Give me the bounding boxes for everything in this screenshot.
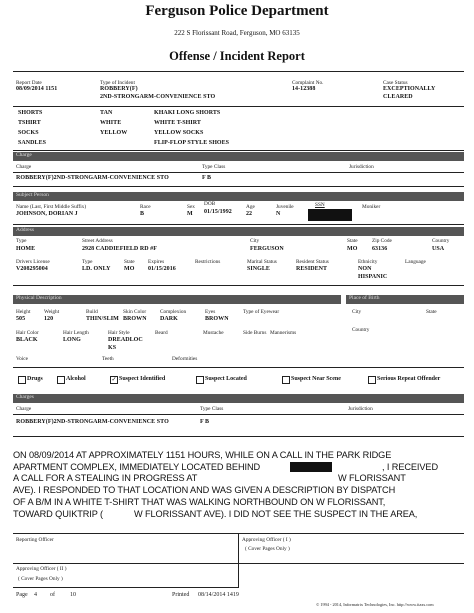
check-icon: ✓ — [111, 377, 117, 383]
jurisdiction-label: Jurisdiction — [349, 164, 374, 170]
cover-pages-1: ( Cover Pages Only ) — [245, 546, 290, 552]
hair-length-label: Hair Length — [63, 330, 89, 336]
report-date: 08/09/2014 1151 — [16, 86, 58, 92]
clothing-desc: KHAKI LONG SHORTS — [154, 110, 221, 116]
cover-pages-2: ( Cover Pages Only ) — [18, 576, 63, 582]
charges-type-class-value: F B — [200, 419, 210, 425]
clothing-desc: WHITE T-SHIRT — [154, 120, 201, 126]
narrative-line: , I RECEIVED — [382, 462, 438, 472]
clothing-item: SHORTS — [18, 110, 43, 116]
side-burns-label: Side Burns — [243, 330, 267, 336]
city-label: City — [250, 238, 260, 244]
hair-style-label: Hair Style — [108, 330, 130, 336]
page-total: 10 — [70, 592, 76, 598]
narrative-line: W FLORISSANT — [338, 473, 406, 483]
moniker-label: Moniker — [362, 204, 381, 210]
build-value: THIN/SLIM — [86, 316, 119, 322]
signature-bottom-rule — [13, 587, 239, 588]
narrative-line: W FLORISSANT AVE). I DID NOT SEE THE SUSPECT IN THE AREA, — [134, 509, 418, 519]
ethnicity-line1: NON — [358, 266, 372, 272]
eyewear-label: Type of Eyewear — [243, 309, 280, 315]
charges-bottom-rule — [13, 436, 464, 437]
charge-section-title: Charge — [16, 152, 32, 158]
copyright: © 1994 - 2014, Informatrix Technologies, Inc. http://www.itaxs.com — [316, 602, 434, 607]
report-info-rule — [13, 106, 464, 107]
address-type-label: Type — [16, 238, 27, 244]
alcohol-label: Alcohol — [66, 376, 86, 382]
race-label: Race — [140, 204, 151, 210]
address-bottom-rule — [13, 285, 464, 286]
subject-section-header — [13, 192, 464, 201]
narrative-line: AVE). I RESPONDED TO THAT LOCATION AND WAS GIVEN A DESCRIPTION BY DISPATCH — [13, 485, 396, 495]
street-address: 2928 CADDIEFIELD RD #F — [82, 246, 157, 252]
sex-label: Sex — [187, 204, 195, 210]
charges-charge-label: Charge — [16, 406, 32, 412]
charges-label-rule — [13, 414, 464, 415]
hair-color-label: Hair Color — [16, 330, 39, 336]
suspect-identified-checkbox[interactable] — [110, 376, 118, 384]
teeth-label: Teeth — [102, 356, 114, 362]
report-title: Offense / Incident Report — [169, 49, 305, 63]
case-status-line1: EXCEPTIONALLY — [383, 86, 436, 92]
clothing-color: TAN — [100, 110, 113, 116]
complaint-label: Complaint No. — [292, 80, 324, 86]
charges-section-header — [13, 394, 464, 403]
case-status-label: Case Status — [383, 80, 408, 86]
serious-repeat-label: Serious Repeat Offender — [377, 376, 441, 382]
dl-state: MO — [124, 266, 135, 272]
name-label: Name (Last, First Middle Suffix) — [16, 204, 87, 210]
type-class-value: F B — [202, 175, 212, 181]
printed-label: Printed — [172, 592, 190, 598]
charges-section-title: Charges — [16, 394, 34, 400]
charge-value: ROBBERY(F)2ND-STRONGARM-CONVENIENCE STO — [16, 175, 169, 181]
signature-box-right — [238, 563, 239, 587]
department-name: Ferguson Police Department — [145, 3, 329, 19]
eyes-label: Eyes — [205, 309, 216, 315]
charges-charge-value: ROBBERY(F)2ND-STRONGARM-CONVENIENCE STO — [16, 419, 169, 425]
incident-type-line1: ROBBERY(F) — [100, 86, 138, 92]
subject-age: 22 — [246, 211, 253, 217]
state-label: State — [347, 238, 358, 244]
ethnicity-line2: HISPANIC — [358, 274, 388, 280]
resident-status-label: Resident Status — [296, 259, 329, 265]
deformities-label: Deformities — [172, 356, 198, 362]
complaint-number: 14-12388 — [292, 86, 316, 92]
charge-label: Charge — [16, 164, 32, 170]
mustache-label: Mustache — [203, 330, 224, 336]
restrictions-label: Restrictions — [195, 259, 221, 265]
subject-sex: M — [187, 211, 193, 217]
type-class-label: Type Class — [202, 164, 226, 170]
clothing-item: SANDLES — [18, 140, 47, 146]
address-type: HOME — [16, 246, 36, 252]
country-label: Country — [432, 238, 450, 244]
dl-type-label: Type — [82, 259, 93, 265]
hair-color-value: BLACK — [16, 337, 38, 343]
height-label: Height — [16, 309, 31, 315]
approving-officer-1-label: Approving Officer ( I ) — [242, 537, 291, 543]
drugs-checkbox[interactable] — [18, 376, 26, 384]
incident-type-label: Type of Incident — [100, 80, 135, 86]
skin-color-value: BROWN — [123, 316, 147, 322]
expires-value: 01/15/2016 — [148, 266, 176, 272]
expires-label: Expires — [148, 259, 165, 265]
incident-type-line2: 2ND-STRONGARM-CONVENIENCE STO — [100, 94, 216, 100]
suspect-near-scene-checkbox[interactable] — [282, 376, 290, 384]
ssn-label: SSN — [315, 202, 325, 208]
height-value: 505 — [16, 316, 26, 322]
dl-state-label: State — [124, 259, 135, 265]
reporting-officer-label: Reporting Officer — [16, 537, 54, 543]
approving-officer-2-label: Approving Officer ( II ) — [16, 566, 67, 572]
narrative-line: OF A B/M IN A WHITE T-SHIRT THAT WAS WALKING NORTHBOUND ON W FLORISSANT, — [13, 497, 386, 507]
alcohol-checkbox[interactable] — [57, 376, 65, 384]
charge-section-header — [13, 152, 464, 161]
subject-dob: 01/15/1992 — [204, 209, 232, 215]
report-date-label: Report Date — [16, 80, 42, 86]
dl-type: LD. ONLY — [82, 266, 111, 272]
build-label: Build — [86, 309, 98, 315]
clothing-desc: YELLOW SOCKS — [154, 130, 204, 136]
weight-label: Weight — [44, 309, 60, 315]
birth-section-header — [346, 295, 464, 304]
charges-type-class-label: Type Class — [200, 406, 224, 412]
address-section-title: Address — [16, 227, 35, 233]
clothing-color: YELLOW — [100, 130, 128, 136]
suspect-located-checkbox[interactable] — [196, 376, 204, 384]
zip-label: Zip Code — [372, 238, 392, 244]
birth-city-label: City — [352, 309, 362, 315]
header-rule — [13, 71, 464, 72]
voice-label: Voice — [16, 356, 28, 362]
mannerisms-label: Mannerisms — [270, 330, 297, 336]
charges-jurisdiction-label: Jurisdiction — [348, 406, 373, 412]
state-value: MO — [347, 246, 358, 252]
dob-label: DOB — [204, 201, 216, 207]
street-label: Street Address — [82, 238, 113, 244]
physical-section-title: Physical Description — [16, 295, 62, 301]
resident-status-value: RESIDENT — [296, 266, 328, 272]
city-value: FERGUSON — [250, 246, 284, 252]
charge-bottom-rule — [13, 186, 464, 187]
serious-repeat-checkbox[interactable] — [368, 376, 376, 384]
zip-value: 63136 — [372, 246, 388, 252]
physical-bottom-rule — [13, 367, 464, 368]
dl-number: V208295004 — [16, 266, 48, 272]
narrative-line: APARTMENT COMPLEX, IMMEDIATELY LOCATED BEHIND — [13, 462, 261, 472]
clothing-desc: FLIP-FLOP STYLE SHOES — [154, 140, 230, 146]
case-status-line2: CLEARED — [383, 94, 413, 100]
address-section-header — [13, 227, 464, 236]
clothing-rule — [13, 150, 464, 151]
hair-length-value: LONG — [63, 337, 81, 343]
dl-label: Drivers License — [16, 259, 50, 265]
page-number: 4 — [34, 592, 37, 598]
subject-name: JOHNSON, DORIAN J — [16, 211, 78, 217]
department-address: 222 S Florissant Road, Ferguson, MO 63135 — [174, 29, 300, 37]
hair-style-line1: DREADLOC — [108, 337, 143, 343]
birth-country-label: Country — [352, 327, 370, 333]
address-redaction — [290, 462, 332, 472]
page-label: Page — [16, 592, 28, 598]
narrative-line: ON 08/09/2014 AT APPROXIMATELY 1151 HOURS, WHILE ON A CALL IN THE PARK RIDGE — [13, 450, 392, 460]
subject-juvenile: N — [276, 211, 281, 217]
signature-divider — [238, 533, 239, 563]
drugs-label: Drugs — [27, 376, 43, 382]
skin-color-label: Skin Color — [123, 309, 147, 315]
complexion-value: DARK — [160, 316, 178, 322]
suspect-identified-label: Suspect Identified — [119, 376, 166, 382]
clothing-item: SOCKS — [18, 130, 39, 136]
physical-section-header — [13, 295, 341, 304]
of-label: of — [50, 592, 55, 598]
suspect-near-scene-label: Suspect Near Scene — [291, 376, 341, 382]
subject-section-title: Subject Person — [16, 192, 49, 198]
narrative-line: A CALL FOR A STEALING IN PROGRESS AT — [13, 473, 198, 483]
beard-label: Beard — [155, 330, 168, 336]
charge-label-rule — [13, 172, 464, 173]
suspect-located-label: Suspect Located — [205, 376, 247, 382]
juvenile-label: Juvenile — [276, 204, 294, 210]
marital-label: Marital Status — [247, 259, 277, 265]
marital-value: SINGLE — [247, 266, 270, 272]
country-value: USA — [432, 246, 445, 252]
printed-value: 08/14/2014 1419 — [198, 592, 239, 598]
ssn-redaction — [308, 209, 352, 221]
clothing-item: TSHIRT — [18, 120, 41, 126]
subject-bottom-rule — [13, 224, 464, 225]
subject-race: B — [140, 211, 145, 217]
complexion-label: Complexion — [160, 309, 187, 315]
narrative-line: TOWARD QUIKTRIP ( — [13, 509, 104, 519]
language-label: Language — [405, 259, 426, 265]
clothing-color: WHITE — [100, 120, 122, 126]
eyes-value: BROWN — [205, 316, 229, 322]
weight-value: 120 — [44, 316, 54, 322]
ethnicity-label: Ethnicity — [358, 259, 378, 265]
hair-style-line2: KS — [108, 345, 117, 351]
age-label: Age — [246, 204, 255, 210]
birth-section-title: Place of Birth — [349, 295, 380, 301]
birth-state-label: State — [426, 309, 437, 315]
